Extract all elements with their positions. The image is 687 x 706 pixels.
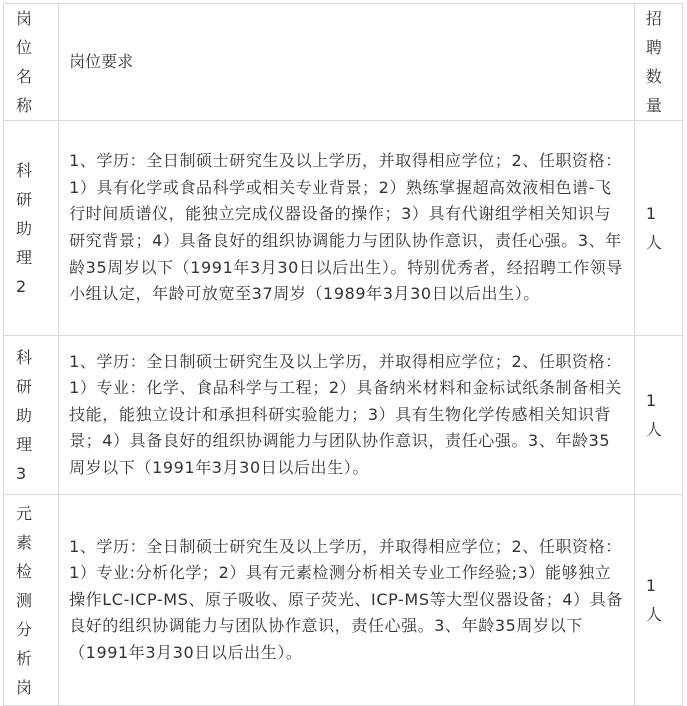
table-row	[4, 336, 683, 495]
requirements-cell: 1、学历：全日制硕士研究生及以上学历，并取得相应学位；2、任职资格：1）专业:分析化学；2）具有元素检测分析相关专业工作经验;3）能够独立操作LC-ICP-MS、原子吸收、原子荧光、ICP-MS等大型仪器设备；4）具备良好的组织协调能力与团队协作意识，责任心强。3、年龄35周岁以下（1991年3月30日以后出生）。	[59, 495, 635, 706]
position-name-cell: 科研助理2	[4, 121, 59, 336]
recruit-count-cell: 1人	[634, 495, 682, 706]
recruit-count-cell: 1人	[634, 336, 682, 495]
table-row	[4, 121, 683, 336]
header-requirements: 岗位要求	[59, 4, 635, 121]
header-position-name: 岗位名称	[4, 4, 59, 121]
requirements-cell: 1、学历：全日制硕士研究生及以上学历，并取得相应学位；2、任职资格：1）专业：化学、食品科学与工程；2）具备纳米材料和金标试纸条制备相关技能，能独立设计和承担科研实验能力；3）具有生物化学传感相关知识背景；4）具备良好的组织协调能力与团队协作意识，责任心强。3、年龄35周岁以下（1991年3月30日以后出生）。	[59, 336, 635, 495]
job-requirements-table	[3, 3, 683, 706]
requirements-cell: 1、学历：全日制硕士研究生及以上学历，并取得相应学位；2、任职资格：1）具有化学或食品科学或相关专业背景；2）熟练掌握超高效液相色谱-飞行时间质谱仪，能独立完成仪器设备的操作；3）具有代谢组学相关知识与研究背景；4）具备良好的组织协调能力与团队协作意识，责任心强。3、年龄35周岁以下（1991年3月30日以后出生）。特别优秀者，经招聘工作领导小组认定，年龄可放宽至37周岁（1989年3月30日以后出生）。	[59, 121, 635, 336]
position-name-cell: 科研助理3	[4, 336, 59, 495]
position-name-cell: 元素检测分析岗	[4, 495, 59, 706]
table-row	[4, 495, 683, 706]
table-header-row	[4, 4, 683, 121]
recruit-count-cell: 1人	[634, 121, 682, 336]
header-recruit-count: 招聘数量	[634, 4, 682, 121]
